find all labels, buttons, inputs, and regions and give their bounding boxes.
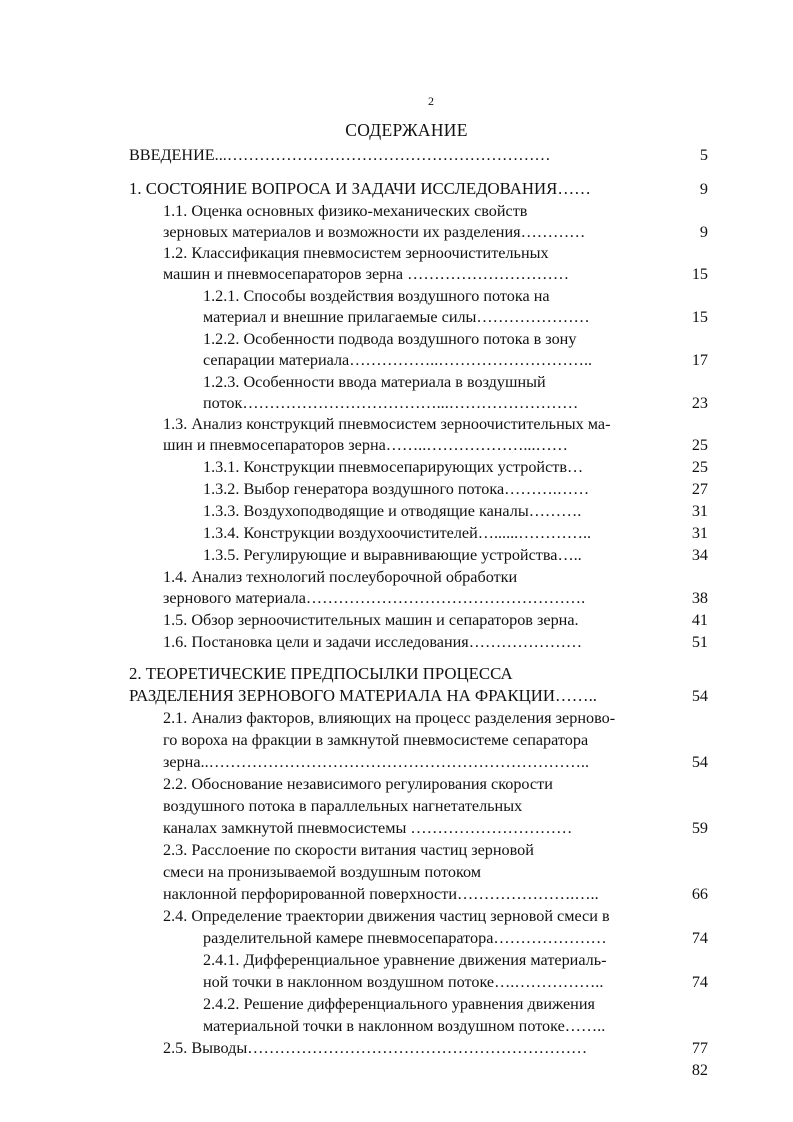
- toc-entry-1-2-1: 1.2.1. Способы воздействия воздушного потока на: [203, 287, 550, 305]
- toc-page-number: 74: [691, 929, 708, 947]
- toc-page-number: 38: [691, 589, 708, 607]
- toc-page-number: 77: [691, 1039, 708, 1057]
- toc-page-number: 54: [691, 753, 708, 771]
- toc-entry-1-2-2: 1.2.2. Особенности подвода воздушного потока в зону: [203, 330, 577, 348]
- page-title: СОДЕРЖАНИЕ: [345, 120, 468, 140]
- toc-entry-2-4: 2.4. Определение траектории движения частиц зерновой смеси в: [163, 907, 610, 925]
- toc-page-number: 31: [691, 502, 708, 520]
- toc-entry-1-3-4: 1.3.4. Конструкции воздухоочистителей…......…………..: [203, 524, 592, 542]
- toc-entry-2-5: 2.5. Выводы………………………………………………………: [163, 1039, 588, 1057]
- toc-chapter-2-heading: 2. ТЕОРЕТИЧЕСКИЕ ПРЕДПОСЫЛКИ ПРОЦЕССА: [129, 664, 513, 683]
- toc-page-number: 54: [691, 687, 708, 705]
- toc-entry-1-4: 1.4. Анализ технологий послеуборочной обработки: [163, 568, 518, 586]
- page-number: 2: [428, 94, 434, 108]
- toc-entry-introduction: ВВЕДЕНИЕ...……………………………………………………: [129, 146, 551, 164]
- toc-chapter-1-heading: 1. СОСТОЯНИЕ ВОПРОСА И ЗАДАЧИ ИССЛЕДОВАНИЯ……: [129, 179, 591, 198]
- toc-page-number: 51: [691, 633, 708, 651]
- toc-chapter-2-heading-cont: РАЗДЕЛЕНИЯ ЗЕРНОВОГО МАТЕРИАЛА НА ФРАКЦИИ……..: [129, 686, 597, 705]
- toc-entry-1-5: 1.5. Обзор зерноочистительных машин и сепараторов зерна.: [163, 611, 579, 629]
- toc-entry-2-4-2: 2.4.2. Решение дифференциального уравнения движения: [203, 995, 595, 1013]
- toc-entry-1-1-cont: зерновых материалов и возможности их разделения…………: [163, 223, 586, 241]
- toc-entry-2-2-cont: воздушного потока в параллельных нагнетательных: [163, 797, 523, 815]
- toc-page-number: 15: [691, 265, 708, 283]
- toc-page-number: 59: [691, 819, 708, 837]
- toc-entry-1-3-2: 1.3.2. Выбор генератора воздушного потока……….……: [203, 480, 590, 498]
- toc-entry-2-3: 2.3. Расслоение по скорости витания частиц зерновой: [163, 841, 534, 859]
- toc-entry-1-2-2-cont: сепарации материала……………..………………………..: [203, 351, 593, 369]
- toc-entry-1-2-3-cont: поток………………………………...……………………: [203, 394, 579, 412]
- toc-entry-1-2-1-cont: материал и внешние прилагаемые силы…………………: [203, 308, 590, 326]
- toc-page-number: 31: [691, 524, 708, 542]
- toc-page-number: 17: [691, 351, 708, 369]
- toc-entry-1-3-1: 1.3.1. Конструкции пневмосепарирующих устройств…: [203, 458, 584, 476]
- toc-page-number: 15: [691, 308, 708, 326]
- toc-entry-2-1-cont2: зерна..……………………………………………………………..: [163, 753, 590, 771]
- toc-page-number: 27: [691, 480, 708, 498]
- toc-entry-2-2: 2.2. Обоснование независимого регулирования скорости: [163, 775, 553, 793]
- toc-page-number: 9: [699, 180, 708, 198]
- toc-page-number: 34: [691, 546, 708, 564]
- toc-page-number: 5: [699, 146, 708, 164]
- toc-entry-1-3: 1.3. Анализ конструкций пневмосистем зерноочистительных ма-: [163, 415, 611, 433]
- toc-entry-1-3-5: 1.3.5. Регулирующие и выравнивающие устройства…..: [203, 546, 582, 564]
- toc-entry-2-4-1-cont: ной точки в наклонном воздушном потоке….……………..: [203, 973, 604, 991]
- toc-entry-2-1: 2.1. Анализ факторов, влияющих на процесс разделения зерново-: [163, 709, 616, 727]
- toc-entry-1-3-3: 1.3.3. Воздухоподводящие и отводящие каналы……….: [203, 502, 582, 520]
- toc-entry-1-2-3: 1.2.3. Особенности ввода материала в воздушный: [203, 373, 546, 391]
- toc-page-number: 25: [691, 458, 708, 476]
- toc-page-number: 82: [691, 1061, 708, 1079]
- toc-entry-2-4-2-cont: материальной точки в наклонном воздушном потоке……..: [203, 1017, 606, 1035]
- toc-entry-2-1-cont: го вороха на фракции в замкнутой пневмосистеме сепаратора: [163, 731, 589, 749]
- toc-entry-2-2-cont2: каналах замкнутой пневмосистемы …………………………: [163, 819, 573, 837]
- toc-page-number: 41: [691, 611, 708, 629]
- toc-page-number: 25: [691, 436, 708, 454]
- toc-entry-1-6: 1.6. Постановка цели и задачи исследования…………………: [163, 633, 583, 651]
- toc-entry-1-3-cont: шин и пневмосепараторов зерна……..………………...……: [163, 436, 568, 454]
- toc-entry-1-2-cont: машин и пневмосепараторов зерна …………………………: [163, 265, 570, 283]
- toc-entry-2-3-cont2: наклонной перфорированной поверхности………………….…..: [163, 885, 599, 903]
- toc-entry-1-4-cont: зернового материала…………………………………………….: [163, 589, 586, 607]
- toc-entry-2-3-cont: смеси на пронизываемой воздушным потоком: [163, 863, 482, 881]
- toc-page-number: 74: [691, 973, 708, 991]
- toc-entry-2-4-1: 2.4.1. Дифференциальное уравнение движения материаль-: [203, 951, 607, 969]
- toc-entry-1-1: 1.1. Оценка основных физико-механических свойств: [163, 202, 528, 220]
- toc-entry-1-2: 1.2. Классификация пневмосистем зерноочистительных: [163, 244, 549, 262]
- toc-page-number: 23: [691, 394, 708, 412]
- toc-page-number: 66: [691, 885, 708, 903]
- toc-entry-2-4-cont: разделительной камере пневмосепаратора…………………: [203, 929, 607, 947]
- toc-page-number: 9: [699, 223, 708, 241]
